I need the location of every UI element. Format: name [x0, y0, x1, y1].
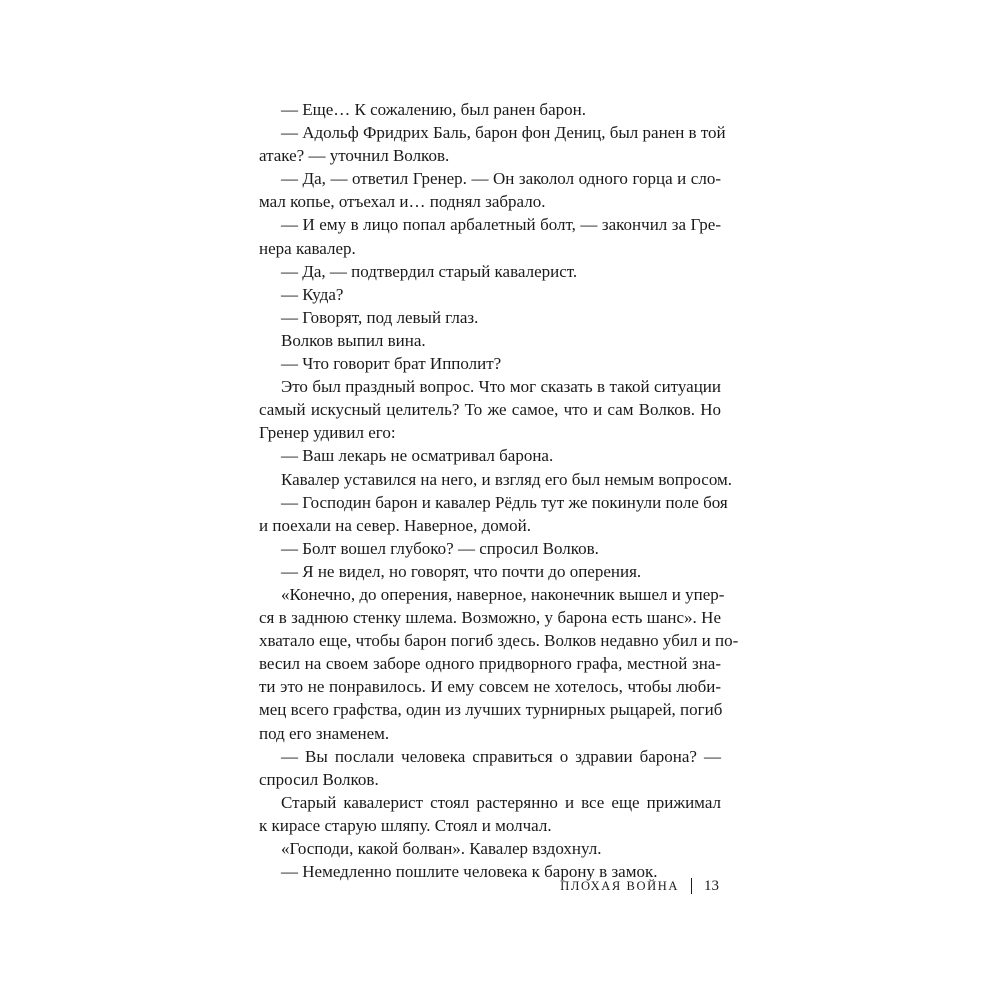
- text-line: нера кавалер.: [259, 238, 356, 258]
- text-line: под его знаменем.: [259, 723, 390, 743]
- text-line: Старый кавалерист стоял растерянно и все еще прижимал: [281, 792, 721, 812]
- text-line: — Что говорит брат Ипполит?: [281, 354, 502, 374]
- text-line: — Я не видел, но говорят, что почти до оперения.: [281, 561, 642, 581]
- text-line: — Ваш лекарь не осматривал барона.: [281, 446, 554, 466]
- text-line: и поехали на север. Наверное, домой.: [259, 515, 532, 535]
- text-line: — Адольф Фридрих Баль, барон фон Дениц, был ранен в той: [281, 123, 726, 143]
- text-line: самый искусный целитель? То же самое, что и сам Волков. Но: [259, 400, 721, 420]
- text-line: мал копье, отъехал и… поднял забрало.: [259, 192, 546, 212]
- text-line: — Болт вошел глубоко? — спросил Волков.: [281, 538, 599, 558]
- text-line: «Конечно, до оперения, наверное, наконечник вышел и упер-: [281, 584, 725, 604]
- text-line: — Да, — подтвердил старый кавалерист.: [281, 261, 578, 281]
- text-line: — Вы послали человека справиться о здравии барона? —: [281, 746, 721, 766]
- body-text: [259, 98, 739, 883]
- text-line: — Говорят, под левый глаз.: [281, 307, 479, 327]
- text-line: весил на своем заборе одного придворного графа, местной зна-: [259, 654, 721, 674]
- text-line: — Немедленно пошлите человека к барону в замок.: [281, 862, 658, 882]
- page-number: 13: [704, 877, 719, 894]
- text-line: «Господи, какой болван». Кавалер вздохнул.: [281, 839, 602, 858]
- text-line: хватало еще, чтобы барон погиб здесь. Волков недавно убил и по-: [259, 631, 739, 651]
- text-line: — Еще… К сожалению, был ранен барон.: [281, 100, 586, 119]
- text-line: ти это не понравилось. И ему совсем не хотелось, чтобы люби-: [259, 677, 721, 697]
- text-line: Волков выпил вина.: [281, 330, 426, 350]
- page-footer: [560, 876, 719, 896]
- footer-separator: [691, 878, 692, 894]
- text-line: атаке? — уточнил Волков.: [259, 146, 450, 166]
- text-line: мец всего графства, один из лучших турнирных рыцарей, погиб: [259, 700, 723, 720]
- text-line: — И ему в лицо попал арбалетный болт, — закончил за Гре-: [281, 215, 721, 235]
- text-line: — Господин барон и кавалер Рёдль тут же покинули поле боя: [281, 492, 728, 512]
- text-line: спросил Волков.: [259, 769, 379, 789]
- text-line: ся в заднюю стенку шлема. Возможно, у барона есть шанс». Не: [259, 608, 721, 628]
- text-line: — Куда?: [281, 284, 344, 304]
- text-line: Гренер удивил его:: [259, 423, 396, 443]
- text-line: Это был праздный вопрос. Что мог сказать в такой ситуации: [281, 377, 721, 397]
- text-line: Кавалер уставился на него, и взгляд его был немым вопросом.: [281, 469, 733, 489]
- running-head: ПЛОХАЯ ВОЙНА: [560, 878, 679, 893]
- text-line: — Да, — ответил Гренер. — Он заколол одного горца и сло-: [281, 169, 721, 189]
- text-line: к кирасе старую шляпу. Стоял и молчал.: [259, 815, 552, 835]
